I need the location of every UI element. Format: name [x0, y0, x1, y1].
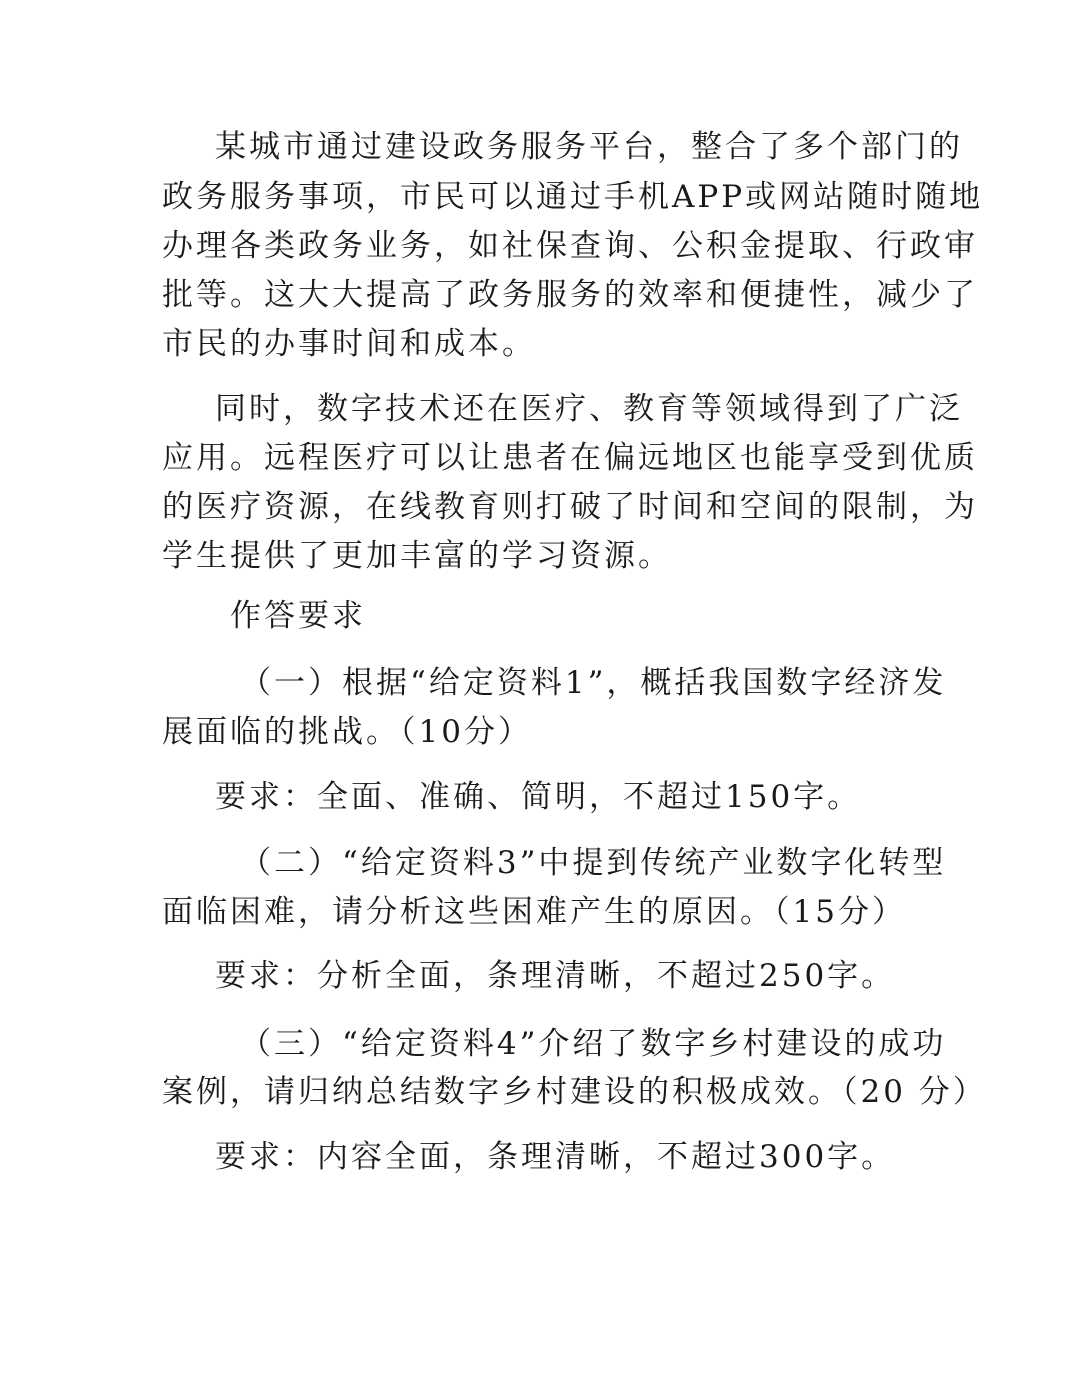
- question-3-line-1: （三）“给定资料4”介绍了数字乡村建设的成功: [240, 1026, 947, 1062]
- paragraph-1-line-2: 政务服务事项，市民可以通过手机APP或网站随时随地: [162, 179, 984, 215]
- paragraph-1-line-5: 市民的办事时间和成本。: [162, 326, 536, 362]
- question-3-line-2: 案例，请归纳总结数字乡村建设的积极成效。（20 分）: [162, 1074, 987, 1110]
- question-1-line-2: 展面临的挑战。（10分）: [162, 714, 532, 750]
- question-2-line-1: （二）“给定资料3”中提到传统产业数字化转型: [240, 845, 947, 881]
- answer-requirements-heading: 作答要求: [230, 598, 366, 634]
- paragraph-1-line-4: 批等。这大大提高了政务服务的效率和便捷性，减少了: [162, 277, 978, 313]
- paragraph-1-line-1: 某城市通过建设政务服务平台，整合了多个部门的: [215, 129, 963, 165]
- question-2-requirement: 要求：分析全面，条理清晰，不超过250字。: [215, 958, 896, 994]
- paragraph-2-line-2: 应用。远程医疗可以让患者在偏远地区也能享受到优质: [162, 440, 978, 476]
- paragraph-2-line-1: 同时，数字技术还在医疗、教育等领域得到了广泛: [215, 391, 963, 427]
- question-1-line-1: （一）根据“给定资料1”，概括我国数字经济发: [240, 665, 947, 701]
- paragraph-2-line-3: 的医疗资源，在线教育则打破了时间和空间的限制，为: [162, 489, 978, 525]
- question-3-requirement: 要求：内容全面，条理清晰，不超过300字。: [215, 1139, 896, 1175]
- paragraph-1-line-3: 办理各类政务业务，如社保查询、公积金提取、行政审: [162, 228, 978, 264]
- paragraph-2-line-4: 学生提供了更加丰富的学习资源。: [162, 538, 672, 574]
- question-1-requirement: 要求：全面、准确、简明，不超过150字。: [215, 779, 862, 815]
- question-2-line-2: 面临困难，请分析这些困难产生的原因。（15分）: [162, 894, 906, 930]
